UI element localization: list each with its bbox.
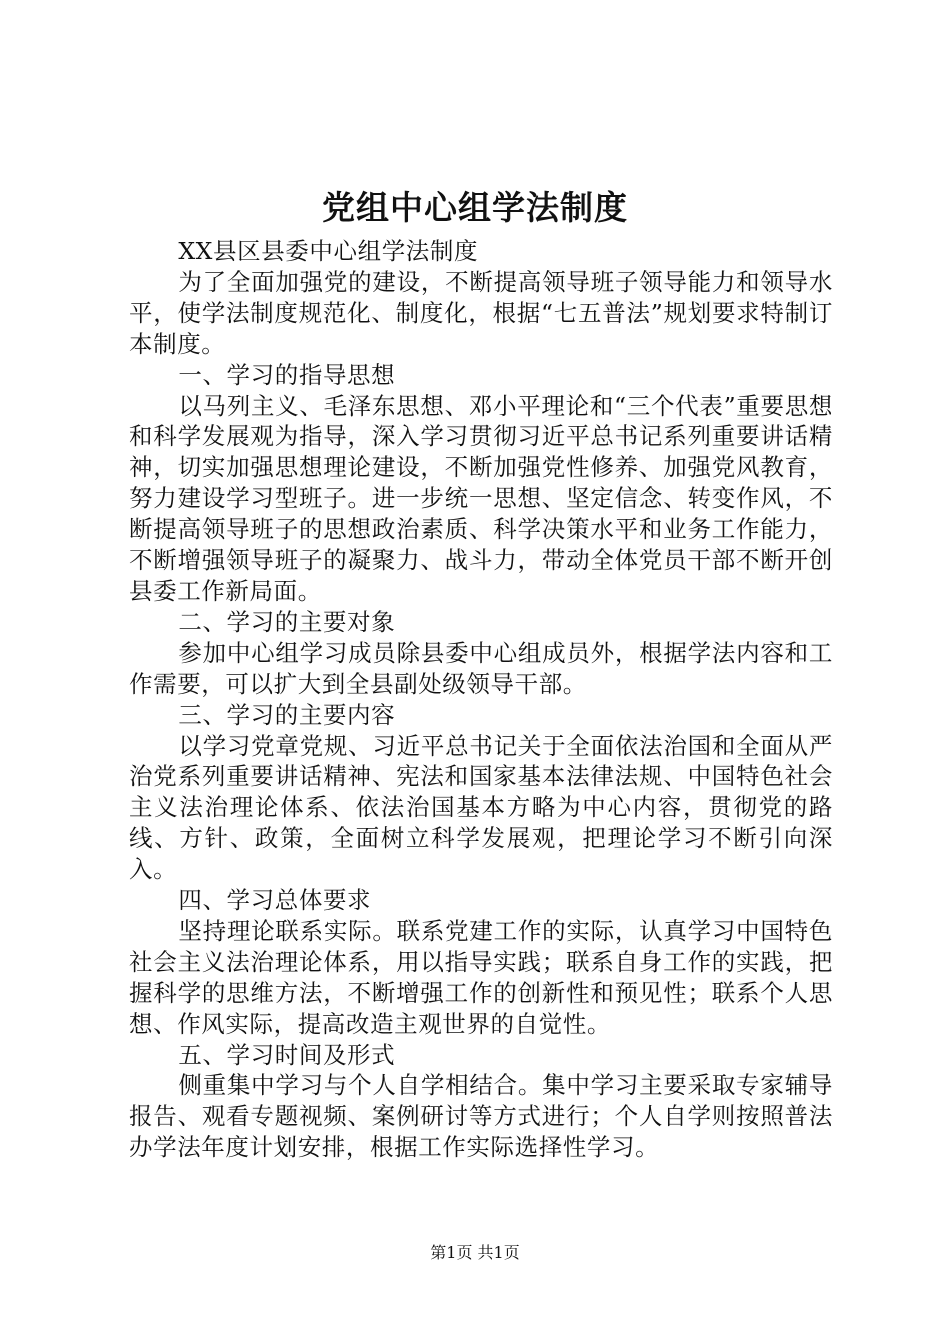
section-body-overall-requirements: 坚持理论联系实际。联系党建工作的实际，认真学习中国特色社会主义法治理论体系，用以指导实践；联系自身工作的实践，把握科学的思维方法，不断增强工作的创新性和预见性；联系个人思想、作风实际，提高改造主观世界的自觉性。 <box>129 916 833 1038</box>
intro-paragraph: 为了全面加强党的建设，不断提高领导班子领导能力和领导水平，使学法制度规范化、制度化，根据“七五普法”规划要求特制订本制度。 <box>129 267 833 358</box>
section-heading-study-targets: 二、学习的主要对象 <box>178 607 396 636</box>
document-title: 党组中心组学法制度 <box>322 188 628 227</box>
section-heading-time-and-format: 五、学习时间及形式 <box>178 1040 396 1069</box>
section-heading-study-content: 三、学习的主要内容 <box>178 700 396 729</box>
section-heading-guiding-thought: 一、学习的指导思想 <box>178 360 396 389</box>
section-body-time-and-format: 侧重集中学习与个人自学相结合。集中学习主要采取专家辅导报告、观看专题视频、案例研讨等方式进行；个人自学则按照普法办学法年度计划安排，根据工作实际选择性学习。 <box>129 1071 833 1162</box>
page-number-footer: 第1页 共1页 <box>430 1243 520 1262</box>
document-body <box>129 236 833 1163</box>
document-subtitle: XX县区县委中心组学法制度 <box>178 237 479 265</box>
section-heading-overall-requirements: 四、学习总体要求 <box>178 886 372 915</box>
section-body-guiding-thought: 以马列主义、毛泽东思想、邓小平理论和“三个代表”重要思想和科学发展观为指导，深入学习贯彻习近平总书记系列重要讲话精神，切实加强思想理论建设，不断加强党性修养、加强党风教育，努力建设学习型班子。进一步统一思想、坚定信念、转变作风，不断提高领导班子的思想政治素质、科学决策水平和业务工作能力，不断增强领导班子的凝聚力、战斗力，带动全体党员干部不断开创县委工作新局面。 <box>129 391 833 605</box>
section-body-study-targets: 参加中心组学习成员除县委中心组成员外，根据学法内容和工作需要，可以扩大到全县副处级领导干部。 <box>129 638 833 698</box>
section-body-study-content: 以学习党章党规、习近平总书记关于全面依法治国和全面从严治党系列重要讲话精神、宪法和国家基本法律法规、中国特色社会主义法治理论体系、依法治国基本方略为中心内容，贯彻党的路线、方针、政策，全面树立科学发展观，把理论学习不断引向深入。 <box>129 731 833 884</box>
